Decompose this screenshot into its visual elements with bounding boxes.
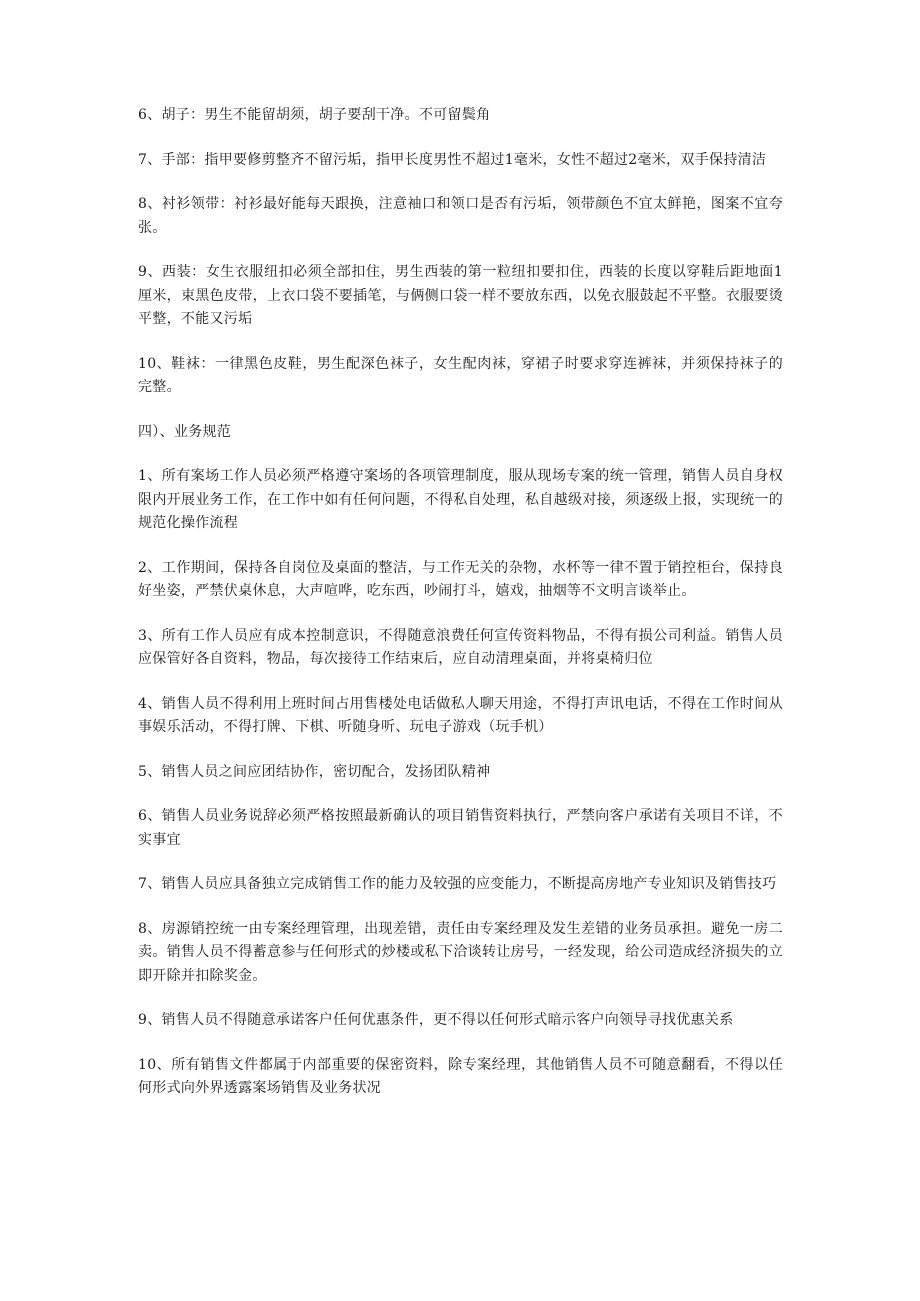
- section-heading-business-rules: 四）、业务规范: [138, 423, 232, 440]
- business-rule-9: 9、销售人员不得随意承诺客户任何优惠条件，更不得以任何形式暗示客户向领导寻找优惠关系: [138, 1012, 734, 1028]
- business-rule-2: 2、工作期间，保持各自岗位及桌面的整洁，与工作无关的杂物，水杯等一律不置于销控柜台，保持良好坐姿，严禁伏桌休息，大声喧哗，吃东西，吵闹打斗，嬉戏，抽烟等不文明言谈举止。: [138, 559, 783, 599]
- document-body: [138, 104, 783, 1122]
- rule-beard: 6、胡子：男生不能留胡须，胡子要刮干净。不可留鬓角: [138, 107, 491, 123]
- rule-shoes-socks: 10、鞋袜：一律黑色皮鞋，男生配深色袜子，女生配肉袜，穿裙子时要求穿连裤袜，并须保持袜子的完整。: [138, 355, 783, 395]
- rule-suit: 9、西装：女生衣服纽扣必须全部扣住，男生西装的第一粒纽扣要扣住，西装的长度以穿鞋后距地面1厘米，束黑色皮带，上衣口袋不要插笔，与俩侧口袋一样不要放东西，以免衣服鼓起不平整。衣服要烫平整，不能又污垢: [138, 264, 783, 327]
- business-rule-3: 3、所有工作人员应有成本控制意识，不得随意浪费任何宣传资料物品，不得有损公司利益。销售人员应保管好各自资料，物品，每次接待工作结束后，应自动清理桌面，并将桌椅归位: [138, 627, 783, 667]
- business-rule-10: 10、所有销售文件都属于内部重要的保密资料，除专案经理，其他销售人员不可随意翻看，不得以任何形式向外界透露案场销售及业务状况: [138, 1056, 783, 1096]
- business-rule-7: 7、销售人员应具备独立完成销售工作的能力及较强的应变能力，不断提高房地产专业知识及销售技巧: [138, 876, 777, 892]
- business-rule-5: 5、销售人员之间应团结协作，密切配合，发扬团队精神: [138, 763, 491, 780]
- rule-hands: 7、手部：指甲要修剪整齐不留污垢，指甲长度男性不超过1毫米，女性不超过2毫米，双手保持清洁: [138, 151, 767, 168]
- rule-shirt-tie: 8、衬衫领带：衬衫最好能每天跟换，注意袖口和领口是否有污垢，领带颜色不宜太鲜艳，图案不宜夸张。: [138, 196, 783, 236]
- business-rule-8: 8、房源销控统一由专案经理管理，出现差错，责任由专案经理及发生差错的业务员承担。避免一房二卖。销售人员不得蓄意参与任何形式的炒楼或私下洽谈转让房号，一经发现，给公司造成经济损失的立即开除并扣除奖金。: [138, 920, 783, 984]
- business-rule-6: 6、销售人员业务说辞必须严格按照最新确认的项目销售资料执行，严禁向客户承诺有关项目不详，不实事宜: [138, 808, 783, 848]
- business-rule-1: 1、所有案场工作人员必须严格遵守案场的各项管理制度，服从现场专案的统一管理，销售人员自身权限内开展业务工作，在工作中如有任何问题，不得私自处理，私自越级对接，须逐级上报，实现统一的规范化操作流程: [138, 468, 783, 531]
- business-rule-4: 4、销售人员不得利用上班时间占用售楼处电话做私人聊天用途，不得打声讯电话，不得在工作时间从事娱乐活动，不得打牌、下棋、听随身听、玩电子游戏（玩手机）: [138, 695, 783, 735]
